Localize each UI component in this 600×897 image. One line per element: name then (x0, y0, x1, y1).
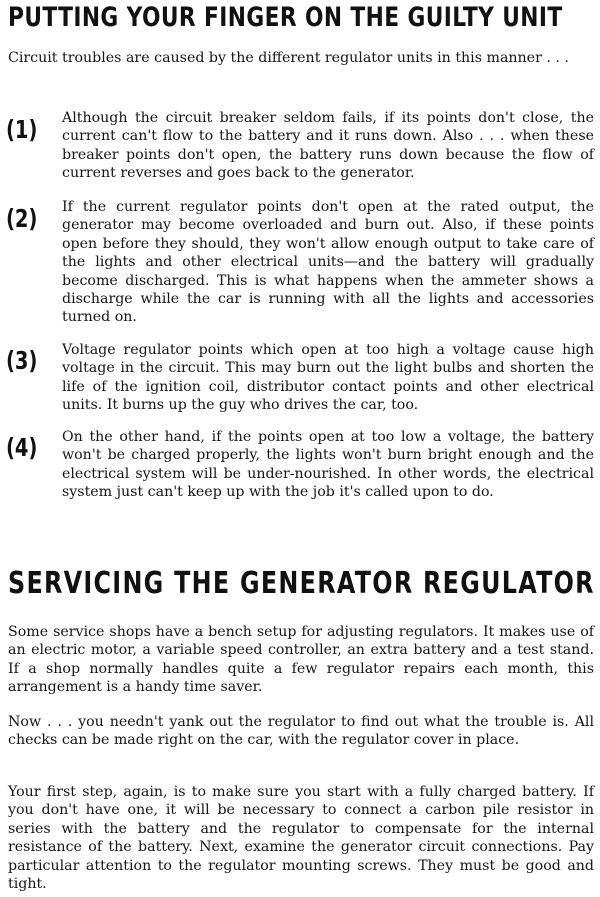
body-paragraph-1: Some service shops have a bench setup for adjusting regulators. It makes use of an electric motor, a variable speed controller, an extra battery and a test stand. If a shop normally handles quite a few regulator repairs each month, this arrangement is a handy time saver. (8, 624, 594, 696)
item-text-3: Voltage regulator points which open at too high a voltage cause high voltage in the circuit. This may burn out the light bulbs and shorten the life of the ignition coil, distributor contact points and other electrical units. It burns up the guy who drives the car, too. (62, 342, 594, 414)
item-number-2: (2) (6, 204, 38, 233)
intro-paragraph: Circuit troubles are caused by the different regulator units in this manner . . . (8, 50, 569, 66)
item-text-4: On the other hand, if the points open at too low a voltage, the battery won't be charged properly, the lights won't burn bright enough and the electrical system will be under-nourished. In other words, the electrical system just can't keep up with the job it's called upon to do. (62, 429, 594, 501)
section-heading-servicing-regulator: SERVICING THE GENERATOR REGULATOR (8, 566, 595, 601)
item-text-1: Although the circuit breaker seldom fails, if its points don't close, the current can't flow to the battery and it runs down. Also . . . when these breaker points don't open, the battery runs down because the flow of current reverses and goes back to the generator. (62, 110, 594, 182)
item-number-1: (1) (6, 115, 38, 144)
item-number-3: (3) (6, 346, 38, 375)
section-heading-guilty-unit: PUTTING YOUR FINGER ON THE GUILTY UNIT (8, 2, 563, 33)
body-paragraph-3: Your first step, again, is to make sure you start with a fully charged battery. If you don't have one, it will be necessary to connect a carbon pile resistor in series with the battery and the regulator to compensate for the internal resistance of the battery. Next, examine the generator circuit connections. Pay particular attention to the regulator mounting screws. They must be good and tight. (8, 784, 594, 893)
body-paragraph-2: Now . . . you needn't yank out the regulator to find out what the trouble is. All checks can be made right on the car, with the regulator cover in place. (8, 714, 594, 749)
item-number-4: (4) (6, 433, 38, 462)
item-text-2: If the current regulator points don't open at the rated output, the generator may become overloaded and burn out. Also, if these points open before they should, they won't allow enough output to take care of the lights and other electrical units—and the battery will gradually become discharged. This is what happens when the ammeter shows a discharge while the car is running with all the lights and accessories turned on. (62, 199, 594, 326)
